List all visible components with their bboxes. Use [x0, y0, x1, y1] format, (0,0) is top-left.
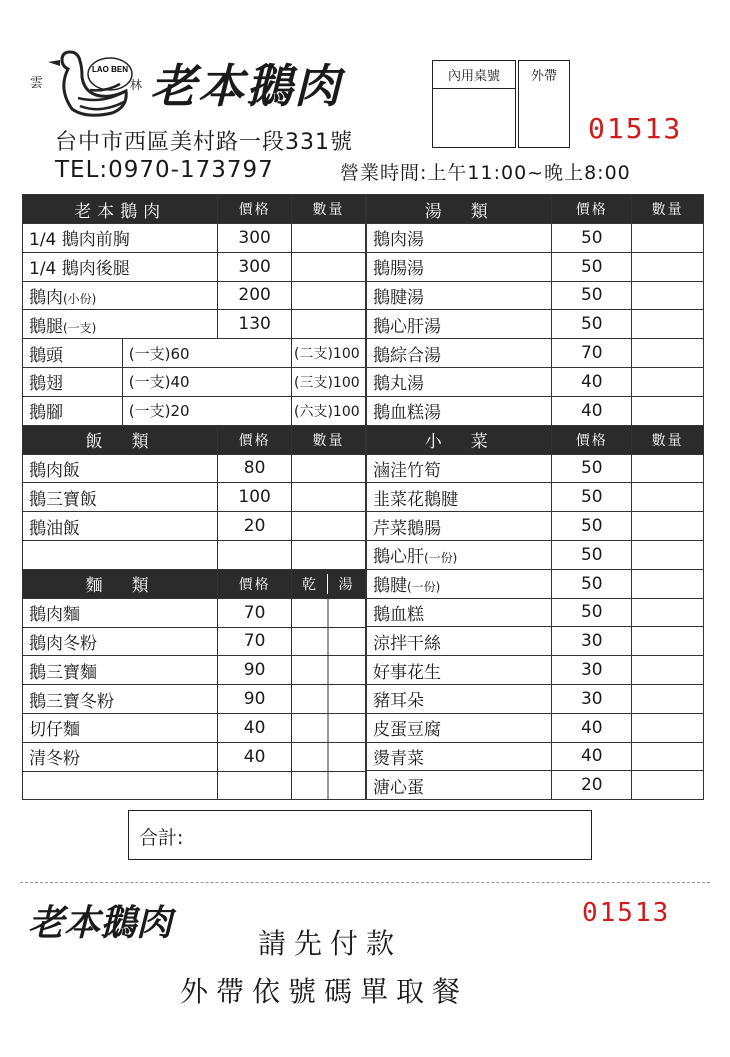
table-row	[367, 281, 704, 310]
item-option: (一支)20	[122, 396, 291, 425]
qty-cell[interactable]	[291, 512, 365, 541]
item-name: 豬耳朵	[367, 684, 552, 713]
table-row	[367, 684, 704, 713]
item-price: 50	[552, 454, 632, 483]
item-price: 70	[218, 627, 292, 656]
telephone: TEL:0970-173797	[55, 157, 274, 183]
rice-section-title: 飯 類	[23, 425, 218, 454]
item-name: 清冬粉	[23, 742, 218, 771]
item-name: 鵝肉冬粉	[23, 627, 218, 656]
dine-in-label: 內用桌號	[433, 61, 515, 89]
total-field[interactable]	[128, 810, 592, 860]
table-row	[23, 656, 366, 685]
item-price: 30	[552, 627, 632, 656]
soup-header-row	[367, 195, 704, 224]
item-price: 20	[218, 512, 292, 541]
goose-price-label: 價格	[218, 195, 292, 224]
item-price: 40	[218, 713, 292, 742]
qty-cell[interactable]	[632, 252, 704, 281]
item-name: 鵝丸湯	[367, 367, 552, 396]
pay-first-notice: 請先付款	[258, 927, 403, 960]
item-option: (三支)100	[291, 367, 365, 396]
table-row	[23, 224, 366, 253]
item-name: 鵝肉	[29, 287, 63, 308]
item-price: 30	[552, 684, 632, 713]
footer-order-number: 01513	[582, 898, 671, 928]
table-row	[367, 771, 704, 800]
logo-side-left: 雲	[30, 76, 44, 91]
total-label: 合計:	[139, 827, 184, 849]
empty-cell	[218, 540, 292, 569]
item-name: 1/4 鵝肉後腿	[23, 252, 218, 281]
table-row	[23, 540, 366, 569]
qty-cell[interactable]	[632, 512, 704, 541]
qty-cell[interactable]	[291, 540, 365, 569]
item-name: 鵝血糕湯	[367, 396, 552, 425]
rice-header-row	[23, 425, 366, 454]
item-name: 鵝翅	[23, 367, 123, 396]
dry-soup-cell[interactable]	[291, 656, 365, 685]
address: 台中市西區美村路一段331號	[55, 130, 353, 155]
dine-in-table-box[interactable]	[432, 60, 516, 148]
qty-cell[interactable]	[632, 771, 704, 800]
item-price: 50	[552, 252, 632, 281]
takeout-box[interactable]	[518, 60, 570, 148]
dry-soup-cell[interactable]	[291, 771, 365, 800]
qty-cell[interactable]	[291, 281, 365, 310]
item-name: 切仔麵	[23, 713, 218, 742]
item-name: 鵝腱湯	[367, 281, 552, 310]
item-price: 50	[552, 598, 632, 627]
footer-brand: 老本鵝肉	[28, 902, 173, 944]
takeout-pickup-notice: 外帶依號碼單取餐	[180, 975, 469, 1008]
right-menu-table	[366, 194, 704, 800]
tear-line	[20, 882, 710, 883]
dry-soup-cell[interactable]	[291, 685, 365, 714]
item-name: 鵝腱	[373, 576, 407, 597]
table-row	[23, 483, 366, 512]
item-price: 90	[218, 656, 292, 685]
qty-cell[interactable]	[632, 396, 704, 425]
item-name-cell	[23, 281, 218, 310]
table-row	[367, 569, 704, 598]
item-name: 鵝腿	[29, 316, 63, 337]
qty-cell[interactable]	[632, 367, 704, 396]
table-row	[23, 627, 366, 656]
item-name: 鵝心肝	[373, 547, 424, 568]
soup-price-label: 價格	[552, 195, 632, 224]
logo-text: LAO BEN	[92, 65, 128, 74]
goose-logo-icon	[30, 40, 170, 120]
table-row	[367, 627, 704, 656]
table-row	[23, 771, 366, 800]
qty-cell[interactable]	[632, 310, 704, 339]
item-price: 70	[552, 339, 632, 368]
takeout-label: 外帶	[530, 69, 557, 84]
qty-cell[interactable]	[632, 540, 704, 569]
table-row	[367, 713, 704, 742]
table-row	[367, 224, 704, 253]
business-hours: 營業時間:上午11:00~晚上8:00	[340, 162, 631, 184]
rice-qty-label: 數量	[291, 425, 365, 454]
qty-cell[interactable]	[632, 684, 704, 713]
item-price: 50	[552, 512, 632, 541]
item-name: 燙青菜	[367, 742, 552, 771]
item-name: 涼拌干絲	[367, 627, 552, 656]
qty-cell[interactable]	[632, 483, 704, 512]
item-option: (一支)40	[122, 367, 291, 396]
qty-cell[interactable]	[632, 569, 704, 598]
noodle-header-row	[23, 569, 366, 598]
item-price: 200	[218, 281, 292, 310]
table-row	[367, 367, 704, 396]
item-name: 鵝三寶麵	[23, 656, 218, 685]
item-price: 300	[218, 252, 292, 281]
empty-cell	[218, 771, 292, 800]
item-name-cell	[23, 310, 218, 339]
table-row	[23, 685, 366, 714]
item-name: 鵝三寶飯	[23, 483, 218, 512]
item-name: 鵝腸湯	[367, 252, 552, 281]
goose-header-row	[23, 195, 366, 224]
side-qty-label: 數量	[632, 425, 704, 454]
item-option: (六支)100	[291, 396, 365, 425]
item-price: 90	[218, 685, 292, 714]
logo-side-right: 林	[130, 78, 143, 92]
qty-cell[interactable]	[291, 224, 365, 253]
item-name: 韭菜花鵝腱	[367, 483, 552, 512]
table-row	[367, 512, 704, 541]
item-name: 1/4 鵝肉前胸	[23, 224, 218, 253]
item-price: 50	[552, 310, 632, 339]
noodle-dry-label: 乾	[292, 574, 328, 594]
table-row	[367, 540, 704, 569]
dry-soup-cell[interactable]	[291, 742, 365, 771]
table-row	[23, 454, 366, 483]
item-name: 鵝腳	[23, 396, 123, 425]
item-option: (一支)60	[122, 339, 291, 368]
noodle-price-label: 價格	[218, 569, 292, 598]
item-price: 50	[552, 540, 632, 569]
item-name: 鵝油飯	[23, 512, 218, 541]
item-note: (小份)	[63, 291, 97, 306]
item-price: 70	[218, 598, 292, 627]
item-price: 300	[218, 224, 292, 253]
item-name: 溏心蛋	[367, 771, 552, 800]
qty-cell[interactable]	[291, 454, 365, 483]
qty-cell[interactable]	[632, 742, 704, 771]
side-section-title: 小 菜	[367, 425, 552, 454]
table-row	[23, 310, 366, 339]
item-note: (一份)	[424, 551, 458, 566]
soup-section-title: 湯 類	[367, 195, 552, 224]
table-row	[367, 454, 704, 483]
item-price: 100	[218, 483, 292, 512]
left-menu-table	[22, 194, 366, 800]
item-name-cell	[367, 540, 552, 569]
table-row	[23, 396, 366, 425]
goose-section-title: 老本鵝肉	[23, 195, 218, 224]
item-name: 鵝心肝湯	[367, 310, 552, 339]
item-name: 鵝血糕	[367, 598, 552, 627]
noodle-dry-soup-labels	[291, 569, 365, 598]
item-price: 50	[552, 569, 632, 598]
soup-qty-label: 數量	[632, 195, 704, 224]
qty-cell[interactable]	[632, 281, 704, 310]
item-name: 鵝頭	[23, 339, 123, 368]
item-option: (二支)100	[291, 339, 365, 368]
item-price: 40	[552, 367, 632, 396]
item-name: 鵝肉飯	[23, 454, 218, 483]
item-name: 鵝綜合湯	[367, 339, 552, 368]
table-row	[367, 598, 704, 627]
item-price: 80	[218, 454, 292, 483]
qty-cell[interactable]	[632, 224, 704, 253]
table-row	[367, 252, 704, 281]
qty-cell[interactable]	[632, 627, 704, 656]
dry-soup-cell[interactable]	[291, 598, 365, 627]
qty-cell[interactable]	[632, 454, 704, 483]
item-name: 鵝肉麵	[23, 598, 218, 627]
table-row	[23, 281, 366, 310]
rice-price-label: 價格	[218, 425, 292, 454]
item-name-cell	[367, 569, 552, 598]
item-price: 40	[552, 713, 632, 742]
qty-cell[interactable]	[291, 252, 365, 281]
table-row	[23, 713, 366, 742]
table-row	[367, 742, 704, 771]
table-row	[23, 742, 366, 771]
item-price: 50	[552, 483, 632, 512]
table-row	[367, 396, 704, 425]
table-row	[23, 512, 366, 541]
table-row	[23, 339, 366, 368]
side-price-label: 價格	[552, 425, 632, 454]
qty-cell[interactable]	[632, 713, 704, 742]
item-price: 40	[552, 742, 632, 771]
table-row	[367, 339, 704, 368]
table-row	[367, 310, 704, 339]
noodle-section-title: 麵 類	[23, 569, 218, 598]
item-price: 40	[218, 742, 292, 771]
item-name: 鵝肉湯	[367, 224, 552, 253]
item-note: (一支)	[63, 320, 97, 335]
table-row	[367, 483, 704, 512]
table-row	[23, 598, 366, 627]
qty-cell[interactable]	[632, 598, 704, 627]
item-price: 50	[552, 224, 632, 253]
order-number: 01513	[588, 112, 683, 145]
table-row	[367, 656, 704, 685]
table-row	[23, 252, 366, 281]
side-header-row	[367, 425, 704, 454]
dry-soup-cell[interactable]	[291, 713, 365, 742]
item-price: 30	[552, 656, 632, 685]
dry-soup-cell[interactable]	[291, 627, 365, 656]
item-name: 皮蛋豆腐	[367, 713, 552, 742]
noodle-soup-label: 湯	[338, 576, 355, 593]
brand-title: 老本鵝肉	[150, 59, 342, 113]
item-price: 50	[552, 281, 632, 310]
item-price: 20	[552, 771, 632, 800]
table-row	[23, 367, 366, 396]
item-note: (一份)	[407, 580, 441, 595]
item-name: 芹菜鵝腸	[367, 512, 552, 541]
goose-qty-label: 數量	[291, 195, 365, 224]
empty-cell	[23, 540, 218, 569]
item-name: 滷洼竹筍	[367, 454, 552, 483]
item-name: 鵝三寶冬粉	[23, 685, 218, 714]
item-price: 40	[552, 396, 632, 425]
qty-cell[interactable]	[291, 310, 365, 339]
qty-cell[interactable]	[632, 656, 704, 685]
item-price: 130	[218, 310, 292, 339]
empty-cell	[23, 771, 218, 800]
qty-cell[interactable]	[291, 483, 365, 512]
qty-cell[interactable]	[632, 339, 704, 368]
item-name: 好事花生	[367, 656, 552, 685]
